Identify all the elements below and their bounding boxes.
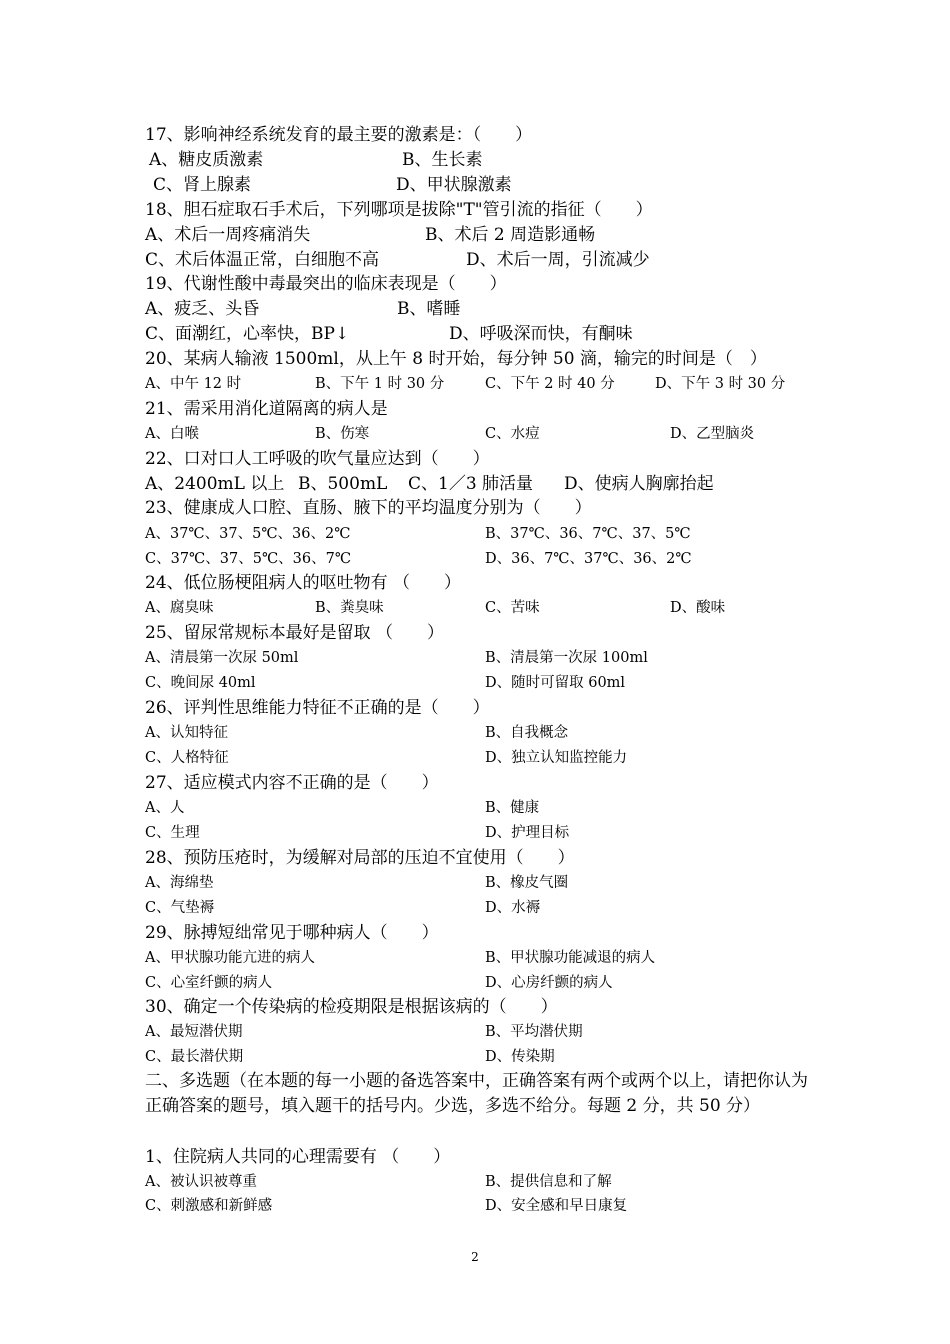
- option-d: D、下午 3 时 30 分: [655, 376, 786, 392]
- option-b: B、甲状腺功能减退的病人: [485, 950, 656, 966]
- question-stem: 22、口对口人工呼吸的吹气量应达到（ ）: [145, 449, 490, 469]
- option-d: D、36、7℃、37℃、36、2℃: [485, 551, 692, 567]
- option-b: B、下午 1 时 30 分: [315, 376, 445, 392]
- option-d: D、心房纤颤的病人: [485, 975, 613, 991]
- option-a: A、白喉: [145, 426, 199, 442]
- question-stem: 28、预防压疮时，为缓解对局部的压迫不宜使用（ ）: [145, 848, 575, 868]
- option-d: D、传染期: [485, 1049, 555, 1065]
- question-stem: 29、脉搏短绌常见于哪种病人（ ）: [145, 923, 439, 943]
- option-b: B、健康: [485, 800, 540, 816]
- option-c: C、人格特征: [145, 750, 229, 766]
- option-d: D、随时可留取 60ml: [485, 675, 626, 691]
- option-c: C、下午 2 时 40 分: [485, 376, 615, 392]
- question-stem: 25、留尿常规标本最好是留取 （ ）: [145, 623, 445, 643]
- option-b: B、粪臭味: [315, 600, 384, 616]
- option-d: D、独立认知监控能力: [485, 750, 628, 766]
- option-b: B、清晨第一次尿 100ml: [485, 650, 648, 666]
- option-d: D、乙型脑炎: [670, 426, 755, 442]
- option-c: C、最长潜伏期: [145, 1049, 244, 1065]
- option-a: A、腐臭味: [145, 600, 214, 616]
- option-c: C、气垫褥: [145, 900, 215, 916]
- option-c: C、1／3 肺活量: [408, 474, 534, 494]
- option-a: A、中午 12 时: [145, 376, 242, 392]
- question-stem: 20、某病人输液 1500ml，从上午 8 时开始，每分钟 50 滴，输完的时间是（ ）: [145, 349, 767, 369]
- option-d: D、甲状腺激素: [396, 175, 512, 195]
- option-b: B、橡皮气圈: [485, 875, 569, 891]
- option-a: A、认知特征: [145, 725, 228, 741]
- section-heading: 二、多选题（在本题的每一小题的备选答案中，正确答案有两个或两个以上，请把你认为正确答案的题号，填入题干的括号内。少选，多选不给分。每题 2 分，共 50 分）: [145, 1071, 808, 1116]
- question-stem: 27、适应模式内容不正确的是（ ）: [145, 773, 439, 793]
- option-a: A、糖皮质激素: [149, 150, 264, 170]
- option-d: D、水褥: [485, 900, 541, 916]
- question-stem: 30、确定一个传染病的检疫期限是根据该病的（ ）: [145, 997, 558, 1017]
- option-d: D、术后一周，引流减少: [466, 250, 650, 270]
- option-c: C、生理: [145, 825, 200, 841]
- option-a: A、人: [145, 800, 185, 816]
- option-d: D、酸味: [670, 600, 726, 616]
- option-c: C、苦味: [485, 600, 540, 616]
- question-stem: 19、代谢性酸中毒最突出的临床表现是（ ）: [145, 274, 507, 294]
- option-c: C、术后体温正常，白细胞不高: [145, 250, 380, 270]
- option-d: D、呼吸深而快，有酮味: [449, 324, 633, 344]
- question-stem: 23、健康成人口腔、直肠、腋下的平均温度分别为（ ）: [145, 498, 592, 518]
- question-stem: 24、低位肠梗阻病人的呕吐物有 （ ）: [145, 573, 462, 593]
- option-b: B、37℃、36、7℃、37、5℃: [485, 526, 691, 542]
- option-a: A、被认识被尊重: [145, 1174, 257, 1190]
- option-a: A、海绵垫: [145, 875, 214, 891]
- option-b: B、提供信息和了解: [485, 1174, 612, 1190]
- option-a: A、2400mL 以上: [145, 474, 285, 494]
- option-b: B、嗜睡: [397, 299, 461, 319]
- option-c: C、37℃、37、5℃、36、7℃: [145, 551, 352, 567]
- option-b: B、生长素: [402, 150, 483, 170]
- question-stem: 21、需采用消化道隔离的病人是: [145, 399, 388, 419]
- option-row: [145, 1198, 628, 1257]
- option-c: C、水痘: [485, 426, 540, 442]
- option-b: B、自我概念: [485, 725, 569, 741]
- option-b: B、伤寒: [315, 426, 370, 442]
- option-c: C、刺激感和新鲜感: [145, 1198, 273, 1214]
- question-stem: 26、评判性思维能力特征不正确的是（ ）: [145, 698, 490, 718]
- option-a: A、37℃、37、5℃、36、2℃: [145, 526, 351, 542]
- option-a: A、清晨第一次尿 50ml: [145, 650, 299, 666]
- option-b: B、平均潜伏期: [485, 1024, 583, 1040]
- option-c: C、晚间尿 40ml: [145, 675, 256, 691]
- option-d: D、护理目标: [485, 825, 570, 841]
- question-stem: 1、住院病人共同的心理需要有 （ ）: [145, 1147, 451, 1167]
- option-b: B、500mL: [298, 474, 388, 494]
- page-number: 2: [471, 1250, 479, 1264]
- option-a: A、术后一周疼痛消失: [145, 225, 311, 245]
- option-d: D、使病人胸廓抬起: [564, 474, 714, 494]
- option-b: B、术后 2 周造影通畅: [425, 225, 596, 245]
- question-stem: 18、胆石症取石手术后，下列哪项是拔除"T"管引流的指征（ ）: [145, 200, 653, 220]
- option-c: C、肾上腺素: [153, 175, 252, 195]
- option-a: A、疲乏、头昏: [145, 299, 260, 319]
- option-d: D、安全感和早日康复: [485, 1198, 628, 1214]
- option-c: C、心室纤颤的病人: [145, 975, 273, 991]
- option-c: C、面潮红，心率快，BP↓: [145, 324, 350, 344]
- option-a: A、最短潜伏期: [145, 1024, 243, 1040]
- question-stem: 17、影响神经系统发育的最主要的激素是：（ ）: [145, 125, 533, 145]
- option-a: A、甲状腺功能亢进的病人: [145, 950, 315, 966]
